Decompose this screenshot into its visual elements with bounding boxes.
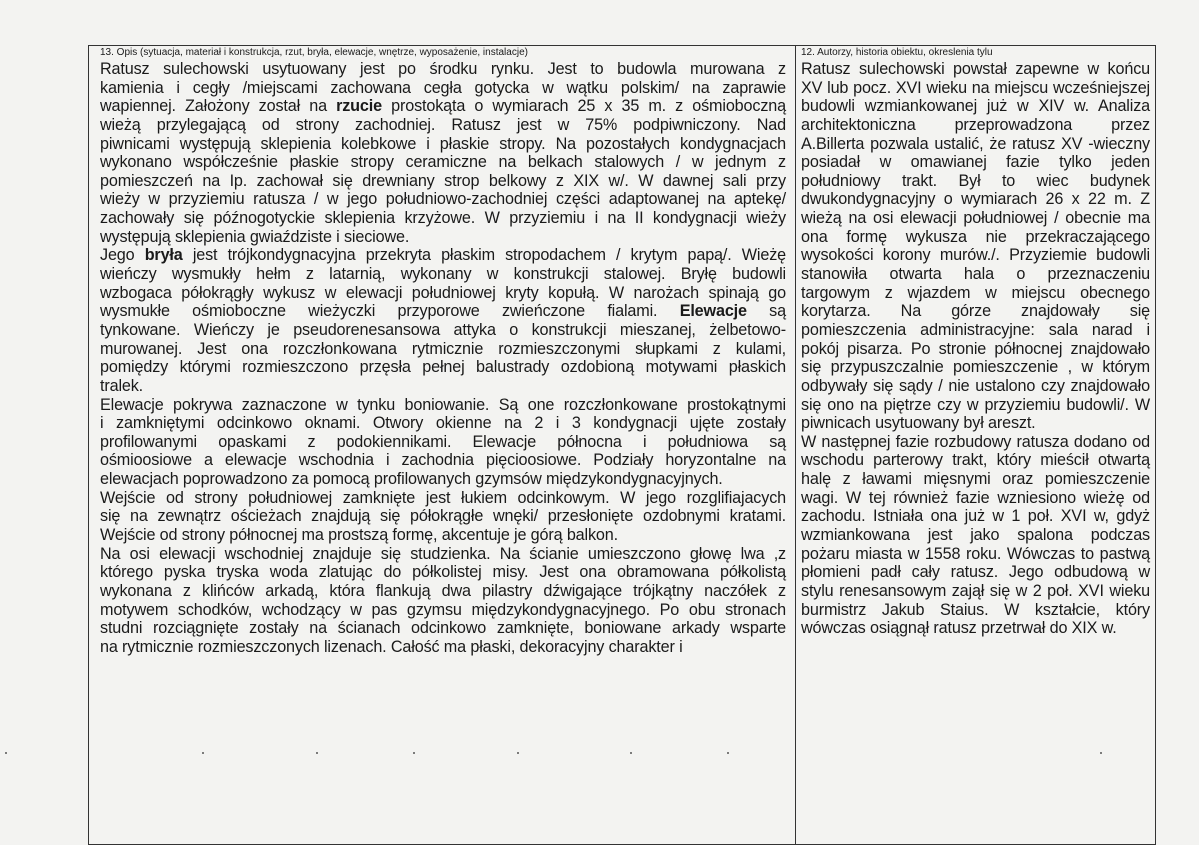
text-line: wykonano współcześnie płaskie stropy ceramiczne na belkach stalowych / w jednym z bbox=[100, 153, 786, 172]
bold-term: rzucie bbox=[336, 97, 382, 116]
text-line: halę z ławami mięsnymi oraz pomieszczenie bbox=[801, 470, 1150, 489]
text-line: na rytmicznie rozmieszczonych lizenach. Całość ma płaski, dekoracyjny charakter i bbox=[100, 637, 683, 656]
text-line: piwnicach usytuowany był areszt. bbox=[801, 414, 1036, 433]
scan-speck bbox=[202, 752, 204, 754]
text-line: Ratusz sulechowski usytuowany jest po środku rynku. Jest to budowla murowana z bbox=[100, 60, 786, 78]
text-line: profilowanymi opaskami z podokiennikami. Elewacje północna i południowa są bbox=[100, 432, 786, 451]
text-line: stanowiła otwarta hala o przeznaczeniu bbox=[801, 265, 1150, 284]
text-line: wagi. W tej również fazie wzniesiono wieżę od bbox=[801, 488, 1150, 507]
text-line: Wejście od strony południowej zamknięte jest łukiem odcinkowym. W jego rozglifiajacych bbox=[100, 488, 786, 507]
text-line: i zamkniętymi odcinkowo oknami. Otwory okienne na 2 i 3 kondygnacji ujęte zostały bbox=[100, 414, 786, 433]
text-line: budowli wzmiankowanej już w XIV w. Analiza bbox=[801, 97, 1150, 116]
text-line: się na zewnątrz ościeżach znajdują się półokrągłe wnęki/ przesłonięte ozdobnymi kratami. bbox=[100, 507, 786, 526]
text-line: wysokości korony murów./. Przyziemie budowli bbox=[801, 246, 1150, 265]
text-segment: jest trójkondygnacyjna przekryta płaskim stropodachem / krytym papą/. Wieżę bbox=[182, 246, 786, 265]
column-divider bbox=[795, 45, 796, 845]
text-segment: są bbox=[746, 302, 786, 321]
text-line: południowy trakt. Był to wiec budynek bbox=[801, 171, 1150, 190]
text-segment: wapiennej. Założony został na bbox=[100, 97, 337, 116]
text-line: którego pyska tryska woda zlatując do półkolistej misy. Jest ona obramowana półkolistą bbox=[100, 563, 786, 582]
scan-speck bbox=[1100, 752, 1102, 754]
text-line: pożaru miasta w 1558 roku. Wówczas to pastwą bbox=[801, 544, 1150, 563]
text-line: wieży w przyziemiu ratusza / w jego południowo-zachodniej części adaptowanej na aptekę/ bbox=[100, 190, 786, 209]
text-line: tralek. bbox=[100, 376, 144, 395]
text-line: wykonana z klińców arkadą, która flankują dwa pilastry dźwigające trójkątny naczółek z bbox=[100, 581, 786, 600]
description-text bbox=[100, 60, 786, 657]
text-line: architektoniczna przeprowadzona przez bbox=[801, 115, 1150, 134]
text-line: W następnej fazie rozbudowy ratusza dodano od bbox=[801, 432, 1150, 451]
text-line: A.Billerta pozwala ustalić, że ratusz XV -wieczny bbox=[801, 134, 1150, 153]
text-line: wieżą przylegającą od strony zachodniej. Ratusz jest w 75% podpiwniczony. Nad bbox=[100, 115, 786, 134]
section-header-description: 13. Opis (sytuacja, materiał i konstrukcja, rzut, bryła, elewacje, wnętrze, wyposażenie, instalacje) bbox=[100, 47, 528, 58]
text-line: wieżą na osi elewacji południowej / obecnie ma bbox=[801, 209, 1150, 228]
text-line: targowym z wjazdem w miejscu obecnego bbox=[801, 283, 1150, 302]
scan-speck bbox=[727, 752, 729, 754]
text-line: XV lub pocz. XVI wieku na miejscu wcześniejszej bbox=[801, 78, 1150, 97]
text-line: płomieni padł cały ratusz. Jego odbudową w bbox=[801, 563, 1150, 582]
text-line: piwnicami występują sklepienia kolebkowe i płaskie stropy. Na pozostałych kondygnacjach bbox=[100, 134, 786, 153]
text-line: się ono na piętrze czy w przyziemiu budowli/. W bbox=[801, 395, 1150, 414]
text-line: kamienia i cegły /miejscami zachowana cegła gotycka w wątku polskim/ na zaprawie bbox=[100, 78, 786, 97]
text-segment: wysmukłe ośmioboczne wieżyczki przyporowe zwieńczone fialami. bbox=[100, 302, 680, 321]
text-line: pomiędzy którymi rozmieszczono przęsła pełnej balustrady ozdobioną motywami płaskich bbox=[100, 358, 786, 377]
text-line: wieńczy wysmukły hełm z latarnią, wykonany w konstrukcji stalowej. Bryłę budowli bbox=[100, 265, 786, 284]
text-line: odbywały się sądy / nie ustalono czy znajdowało bbox=[801, 376, 1150, 395]
text-line: burmistrz Jakub Staius. W kształcie, który bbox=[801, 600, 1150, 619]
history-text bbox=[801, 60, 1150, 638]
text-line: Wejście od strony północnej ma prostszą formę, akcentuje je górą balkon. bbox=[100, 526, 618, 545]
text-line: dwukondygnacyjny o wymiarach 26 x 22 m. Z bbox=[801, 190, 1150, 209]
text-line: wzbogaca półokrągły wykusz w elewacji południowej kryty kopułą. W narożach spinają go bbox=[100, 283, 786, 302]
scan-speck bbox=[413, 752, 415, 754]
scan-speck bbox=[630, 752, 632, 754]
text-line bbox=[100, 246, 786, 265]
section-header-history: 12. Autorzy, historia obiektu, okreslenia tylu bbox=[801, 47, 993, 58]
text-line bbox=[100, 302, 786, 321]
text-line: Ratusz sulechowski powstał zapewne w końcu bbox=[801, 60, 1150, 78]
text-line: Elewacje pokrywa zaznaczone w tynku boniowanie. Są one rozczłonkowane prostokątnymi bbox=[100, 395, 786, 414]
text-line: murowanej. Jest ona rozczłonkowana rytmicznie rozmieszczonymi słupkami z kulami, bbox=[100, 339, 786, 358]
text-line: występują sklepienia gwiaździste i sieciowe. bbox=[100, 227, 410, 246]
text-line: wschodu parterowy trakt, który mieścił otwartą bbox=[801, 451, 1150, 470]
text-line: ona formę wykusza nie przekraczającego bbox=[801, 227, 1150, 246]
bold-term: bryła bbox=[144, 246, 183, 265]
text-line: zachodu. Istniała ona już w 1 poł. XVI w, gdyż bbox=[801, 507, 1150, 526]
text-line: wówczas osiągnął ratusz przetrwał do XIX w. bbox=[801, 619, 1117, 638]
text-line: korytarza. Na górze znajdowały się bbox=[801, 302, 1150, 321]
text-line: studni rozciągnięte zostały na ścianach odcinkowo zamknięte, boniowane arkady wsparte bbox=[100, 619, 786, 638]
text-segment: Jego bbox=[100, 246, 145, 265]
scan-speck bbox=[316, 752, 318, 754]
text-line: wzmiankowana jest jako spalona podczas bbox=[801, 526, 1150, 545]
text-line: elewacjach poprowadzono za pomocą profilowanych gzymsów międzykondygnacyjnych. bbox=[100, 470, 723, 489]
text-line: posiadał w omawianej fazie tylko jeden bbox=[801, 153, 1150, 172]
history-section bbox=[801, 46, 1150, 638]
text-line: stylu renesansowym zajął się w 2 poł. XVI wieku bbox=[801, 581, 1150, 600]
text-line: tynkowane. Wieńczy je pseudorenesansowa attyka o konstrukcji mieszanej, żelbetowo- bbox=[100, 320, 786, 339]
text-line: motywem schodków, wchodzący w pas gzymsu międzykondygnacyjnego. Po obu stronach bbox=[100, 600, 786, 619]
text-line: pomieszczenia administracyjne: sala narad i bbox=[801, 320, 1150, 339]
description-section bbox=[100, 46, 786, 657]
bold-term: Elewacje bbox=[679, 302, 747, 321]
text-segment: prostokąta o wymiarach 25 x 35 m. z ośmioboczną bbox=[381, 97, 786, 116]
text-line bbox=[100, 97, 786, 116]
text-line: pomieszczeń na Ip. zachował się drewniany strop belkowy z XIX w/. W dawnej sali przy bbox=[100, 171, 786, 190]
text-line: pokój pisarza. Po stronie północnej znajdowało bbox=[801, 339, 1150, 358]
text-line: zachowały się późnogotyckie sklepienia krzyżowe. W przyziemiu i na II kondygnacji wieży bbox=[100, 209, 786, 228]
text-line: się przypuszczalnie pomieszczenie , w którym bbox=[801, 358, 1150, 377]
text-line: Na osi elewacji wschodniej znajduje się studzienka. Na ścianie umieszczono głowę lwa ,z bbox=[100, 544, 786, 563]
scan-speck bbox=[517, 752, 519, 754]
scan-speck bbox=[5, 752, 7, 754]
text-line: ośmioosiowe a elewacje wschodnia i zachodnia pięcioosiowe. Podziały horyzontalne na bbox=[100, 451, 786, 470]
